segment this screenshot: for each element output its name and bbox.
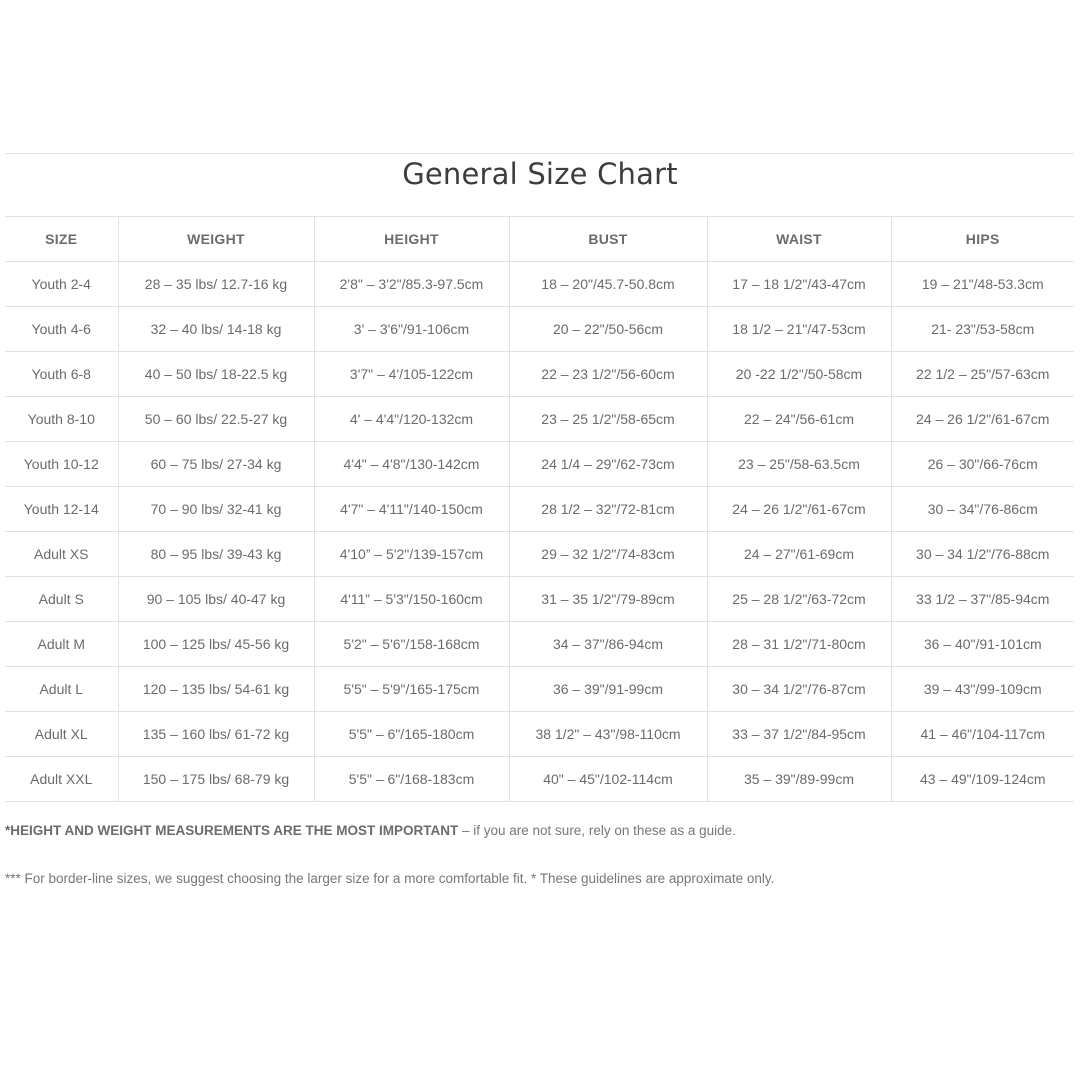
table-cell-waist: 30 – 34 1/2"/76-87cm xyxy=(707,667,891,712)
table-cell-waist: 33 – 37 1/2"/84-95cm xyxy=(707,712,891,757)
table-cell-height: 5'5" – 6"/168-183cm xyxy=(314,757,509,802)
table-cell-weight: 70 – 90 lbs/ 32-41 kg xyxy=(118,487,314,532)
table-cell-size: Youth 8-10 xyxy=(5,397,118,442)
size-chart-table xyxy=(5,216,1074,802)
table-cell-bust: 38 1/2" – 43"/98-110cm xyxy=(509,712,707,757)
table-cell-height: 4'11” – 5'3"/150-160cm xyxy=(314,577,509,622)
table-cell-size: Adult S xyxy=(5,577,118,622)
note-important-emphasis: *HEIGHT AND WEIGHT MEASUREMENTS ARE THE MOST IMPORTANT xyxy=(5,823,459,838)
table-cell-height: 4'4" – 4'8"/130-142cm xyxy=(314,442,509,487)
table-row xyxy=(5,397,1074,442)
table-row xyxy=(5,667,1074,712)
table-cell-size: Youth 10-12 xyxy=(5,442,118,487)
table-cell-hips: 36 – 40"/91-101cm xyxy=(891,622,1074,667)
table-cell-waist: 18 1/2 – 21"/47-53cm xyxy=(707,307,891,352)
column-header-bust: BUST xyxy=(509,217,707,262)
table-cell-waist: 35 – 39"/89-99cm xyxy=(707,757,891,802)
table-cell-weight: 40 – 50 lbs/ 18-22.5 kg xyxy=(118,352,314,397)
table-cell-hips: 33 1/2 – 37"/85-94cm xyxy=(891,577,1074,622)
table-row xyxy=(5,487,1074,532)
table-cell-size: Youth 12-14 xyxy=(5,487,118,532)
table-cell-weight: 60 – 75 lbs/ 27-34 kg xyxy=(118,442,314,487)
table-cell-bust: 23 – 25 1/2"/58-65cm xyxy=(509,397,707,442)
table-cell-bust: 29 – 32 1/2"/74-83cm xyxy=(509,532,707,577)
table-cell-hips: 39 – 43"/99-109cm xyxy=(891,667,1074,712)
table-cell-weight: 150 – 175 lbs/ 68-79 kg xyxy=(118,757,314,802)
table-cell-size: Youth 6-8 xyxy=(5,352,118,397)
table-row xyxy=(5,262,1074,307)
table-cell-weight: 90 – 105 lbs/ 40-47 kg xyxy=(118,577,314,622)
table-row xyxy=(5,577,1074,622)
table-cell-size: Adult M xyxy=(5,622,118,667)
table-cell-bust: 20 – 22"/50-56cm xyxy=(509,307,707,352)
table-cell-height: 5'2" – 5'6"/158-168cm xyxy=(314,622,509,667)
table-cell-hips: 24 – 26 1/2"/61-67cm xyxy=(891,397,1074,442)
table-cell-height: 4'10” – 5'2"/139-157cm xyxy=(314,532,509,577)
column-header-weight: WEIGHT xyxy=(118,217,314,262)
page-title: General Size Chart xyxy=(402,157,678,191)
table-cell-height: 3' – 3'6"/91-106cm xyxy=(314,307,509,352)
table-cell-bust: 18 – 20"/45.7-50.8cm xyxy=(509,262,707,307)
table-cell-height: 2'8" – 3'2"/85.3-97.5cm xyxy=(314,262,509,307)
table-cell-height: 4'7" – 4'11"/140-150cm xyxy=(314,487,509,532)
table-cell-waist: 25 – 28 1/2"/63-72cm xyxy=(707,577,891,622)
table-cell-hips: 41 – 46"/104-117cm xyxy=(891,712,1074,757)
table-cell-bust: 40" – 45"/102-114cm xyxy=(509,757,707,802)
table-body xyxy=(5,262,1074,802)
table-cell-height: 3'7" – 4'/105-122cm xyxy=(314,352,509,397)
table-row xyxy=(5,307,1074,352)
table-cell-height: 4' – 4'4"/120-132cm xyxy=(314,397,509,442)
table-cell-waist: 22 – 24"/56-61cm xyxy=(707,397,891,442)
table-cell-size: Youth 2-4 xyxy=(5,262,118,307)
table-cell-waist: 17 – 18 1/2"/43-47cm xyxy=(707,262,891,307)
table-cell-size: Adult L xyxy=(5,667,118,712)
table-row xyxy=(5,532,1074,577)
table-row xyxy=(5,712,1074,757)
table-cell-bust: 34 – 37"/86-94cm xyxy=(509,622,707,667)
table-cell-size: Adult XXL xyxy=(5,757,118,802)
table-cell-hips: 30 – 34"/76-86cm xyxy=(891,487,1074,532)
table-cell-hips: 21- 23"/53-58cm xyxy=(891,307,1074,352)
table-cell-hips: 19 – 21"/48-53.3cm xyxy=(891,262,1074,307)
table-cell-bust: 28 1/2 – 32"/72-81cm xyxy=(509,487,707,532)
column-header-waist: WAIST xyxy=(707,217,891,262)
table-row xyxy=(5,757,1074,802)
table-cell-weight: 28 – 35 lbs/ 12.7-16 kg xyxy=(118,262,314,307)
table-header-row xyxy=(5,217,1074,262)
table-cell-hips: 43 – 49"/109-124cm xyxy=(891,757,1074,802)
table-cell-bust: 22 – 23 1/2"/56-60cm xyxy=(509,352,707,397)
table-cell-bust: 31 – 35 1/2"/79-89cm xyxy=(509,577,707,622)
table-row xyxy=(5,442,1074,487)
note-important-text: – if you are not sure, rely on these as a guide. xyxy=(458,823,736,838)
table-cell-weight: 80 – 95 lbs/ 39-43 kg xyxy=(118,532,314,577)
table-cell-waist: 24 – 26 1/2"/61-67cm xyxy=(707,487,891,532)
table-cell-hips: 22 1/2 – 25"/57-63cm xyxy=(891,352,1074,397)
note-important xyxy=(5,823,1075,838)
table-cell-weight: 100 – 125 lbs/ 45-56 kg xyxy=(118,622,314,667)
table-row xyxy=(5,352,1074,397)
table-cell-height: 5'5" – 6"/165-180cm xyxy=(314,712,509,757)
table-cell-weight: 32 – 40 lbs/ 14-18 kg xyxy=(118,307,314,352)
note-borderline: *** For border-line sizes, we suggest choosing the larger size for a more comfortable fit. * These guidelines are approximate only. xyxy=(5,871,775,886)
table-cell-weight: 135 – 160 lbs/ 61-72 kg xyxy=(118,712,314,757)
table-cell-size: Youth 4-6 xyxy=(5,307,118,352)
table-cell-weight: 50 – 60 lbs/ 22.5-27 kg xyxy=(118,397,314,442)
table-cell-size: Adult XS xyxy=(5,532,118,577)
table-cell-hips: 30 – 34 1/2"/76-88cm xyxy=(891,532,1074,577)
column-header-size: SIZE xyxy=(5,217,118,262)
table-cell-waist: 28 – 31 1/2"/71-80cm xyxy=(707,622,891,667)
table-cell-size: Adult XL xyxy=(5,712,118,757)
table-cell-weight: 120 – 135 lbs/ 54-61 kg xyxy=(118,667,314,712)
table-cell-waist: 24 – 27"/61-69cm xyxy=(707,532,891,577)
table-cell-hips: 26 – 30"/66-76cm xyxy=(891,442,1074,487)
column-header-hips: HIPS xyxy=(891,217,1074,262)
table-cell-waist: 23 – 25"/58-63.5cm xyxy=(707,442,891,487)
table-row xyxy=(5,622,1074,667)
table-cell-height: 5'5" – 5'9"/165-175cm xyxy=(314,667,509,712)
table-cell-bust: 36 – 39"/91-99cm xyxy=(509,667,707,712)
table-cell-waist: 20 -22 1/2"/50-58cm xyxy=(707,352,891,397)
table-cell-bust: 24 1/4 – 29"/62-73cm xyxy=(509,442,707,487)
column-header-height: HEIGHT xyxy=(314,217,509,262)
